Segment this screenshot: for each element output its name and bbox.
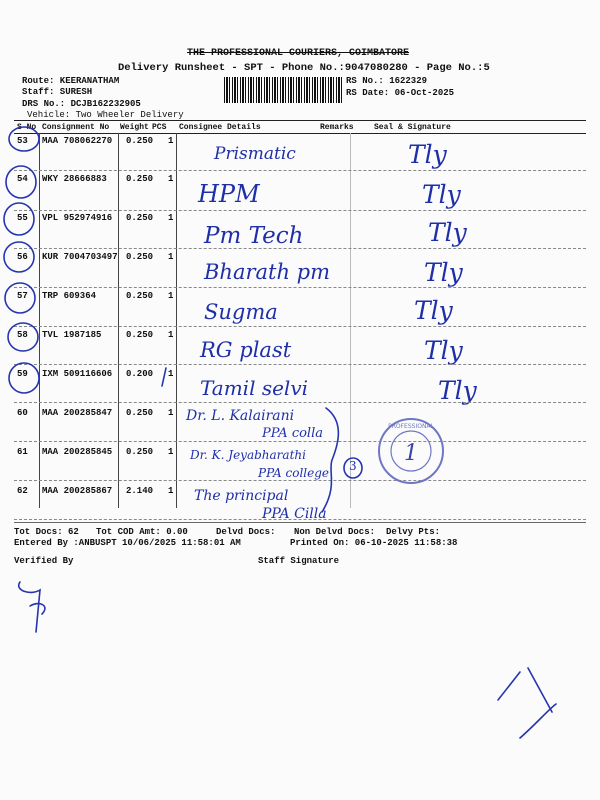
- row-sno: 55: [17, 213, 28, 223]
- row-consignment: KUR 7004703497: [42, 252, 118, 262]
- consignee-handwriting: Tamil selvi: [200, 376, 309, 400]
- consignee-handwriting-line2: PPA college: [258, 466, 330, 480]
- printed-on: Printed On: 06-10-2025 11:58:38: [290, 538, 458, 548]
- staff-signature-label: Staff Signature: [258, 556, 340, 566]
- seal-handwriting: Tly: [428, 218, 467, 247]
- consignee-handwriting-line2: PPA Cilla: [262, 506, 327, 522]
- row-consignment: TVL 1987185: [42, 330, 102, 340]
- row-consignment: IXM 509116606: [42, 369, 113, 379]
- row-weight: 2.140: [126, 486, 154, 496]
- staff-signature-mark: [498, 668, 556, 738]
- tot-cod-amt: Tot COD Amt: 0.00: [96, 527, 188, 537]
- circle-mark: [6, 166, 36, 198]
- route-label: Route: KEERANATHAM: [22, 76, 120, 86]
- stamp-text: PROFESSIONAL: [388, 423, 434, 430]
- row-weight: 0.200: [126, 369, 154, 379]
- circle-mark: [5, 283, 35, 313]
- company-name: THE PROFESSIONAL COURIERS, COIMBATORE: [187, 48, 410, 59]
- row-pcs: 1: [168, 486, 174, 496]
- col-sno: S No: [17, 123, 37, 132]
- svg-text:1: 1: [404, 441, 418, 466]
- col-consignee: Consignee Details: [179, 123, 261, 132]
- circle-mark: [9, 363, 39, 393]
- row-pcs: 1: [168, 330, 174, 340]
- row-pcs: 1: [168, 252, 174, 262]
- row-pcs: 1: [168, 447, 174, 457]
- row-weight: 0.250: [126, 136, 154, 146]
- consignee-handwriting: The principal: [194, 488, 289, 504]
- seal-handwriting: Tly: [408, 140, 447, 169]
- delvy-pts: Delvy Pts:: [386, 527, 441, 537]
- row-weight: 0.250: [126, 213, 154, 223]
- row-pcs: 1: [168, 136, 174, 146]
- bracket-mark: [322, 408, 338, 512]
- col-weight: Weight: [120, 123, 149, 132]
- staff-label: Staff: SURESH: [22, 87, 93, 97]
- row-consignment: VPL 952974916: [42, 213, 113, 223]
- row-consignment: MAA 200285845: [42, 447, 113, 457]
- drs-number: DRS No.: DCJB162232905: [22, 99, 141, 109]
- consignee-handwriting: Dr. K. Jeyabharathi: [190, 448, 306, 462]
- circle-mark: [9, 127, 39, 151]
- company-stamp: [376, 416, 446, 486]
- row-consignment: WKY 28666883: [42, 174, 107, 184]
- circle-mark: [8, 323, 38, 351]
- row-pcs: 1: [168, 213, 174, 223]
- row-weight: 0.250: [126, 174, 154, 184]
- col-pcs: PCS: [152, 123, 167, 132]
- verified-signature: [19, 582, 40, 632]
- row-pcs: 1: [168, 291, 174, 301]
- entered-by: Entered By :ANBUSPT 10/06/2025 11:58:01 AM: [14, 538, 241, 548]
- circle-mark: [4, 242, 34, 272]
- seal-handwriting: Tly: [438, 376, 477, 405]
- row-pcs: 1: [168, 174, 174, 184]
- row-weight: 0.250: [126, 330, 154, 340]
- row-consignment: MAA 708062270: [42, 136, 113, 146]
- row-sno: 59: [17, 369, 28, 379]
- row-pcs: 1: [168, 408, 174, 418]
- row-sno: 58: [17, 330, 28, 340]
- row-sno: 57: [17, 291, 28, 301]
- circle-mark: [4, 203, 34, 235]
- col-seal: Seal & Signature: [374, 123, 451, 132]
- row-sno: 53: [17, 136, 28, 146]
- rs-number: RS No.: 1622329: [346, 76, 428, 86]
- delvd-docs: Delvd Docs:: [216, 527, 276, 537]
- tick-mark: [162, 368, 166, 386]
- consignee-handwriting-line2: PPA colla: [262, 426, 323, 441]
- row-sno: 56: [17, 252, 28, 262]
- seal-handwriting: Tly: [422, 180, 461, 209]
- row-consignment: MAA 200285847: [42, 408, 113, 418]
- row-weight: 0.250: [126, 447, 154, 457]
- row-sno: 62: [17, 486, 28, 496]
- col-consignment: Consignment No: [42, 123, 110, 132]
- bracket-note: 3: [349, 459, 357, 473]
- row-pcs: 1: [168, 369, 174, 379]
- row-consignment: TRP 609364: [42, 291, 97, 301]
- row-sno: 60: [17, 408, 28, 418]
- consignee-handwriting: HPM: [198, 180, 260, 208]
- rs-date: RS Date: 06-Oct-2025: [346, 88, 455, 98]
- non-delvd-docs: Non Delvd Docs:: [294, 527, 376, 537]
- consignee-handwriting: Dr. L. Kalairani: [186, 408, 295, 424]
- tot-docs: Tot Docs: 62: [14, 527, 79, 537]
- consignee-handwriting: Bharath pm: [204, 260, 331, 284]
- row-consignment: MAA 200285867: [42, 486, 113, 496]
- row-weight: 0.250: [126, 252, 154, 262]
- verified-by-label: Verified By: [14, 556, 74, 566]
- seal-handwriting: Tly: [414, 296, 453, 325]
- row-sno: 54: [17, 174, 28, 184]
- seal-handwriting: Tly: [424, 336, 463, 365]
- seal-handwriting: Tly: [424, 258, 463, 287]
- row-sno: 61: [17, 447, 28, 457]
- runsheet-title: Delivery Runsheet - SPT - Phone No.:9047080280 - Page No.:5: [118, 62, 490, 74]
- consignee-handwriting: Sugma: [204, 300, 278, 324]
- row-weight: 0.250: [126, 291, 154, 301]
- vehicle-label: Vehicle: Two Wheeler Delivery: [27, 110, 184, 120]
- col-remarks: Remarks: [320, 123, 354, 132]
- consignee-handwriting: RG plast: [200, 338, 292, 362]
- consignee-handwriting: Pm Tech: [204, 223, 304, 249]
- consignee-handwriting: Prismatic: [214, 144, 296, 164]
- row-weight: 0.250: [126, 408, 154, 418]
